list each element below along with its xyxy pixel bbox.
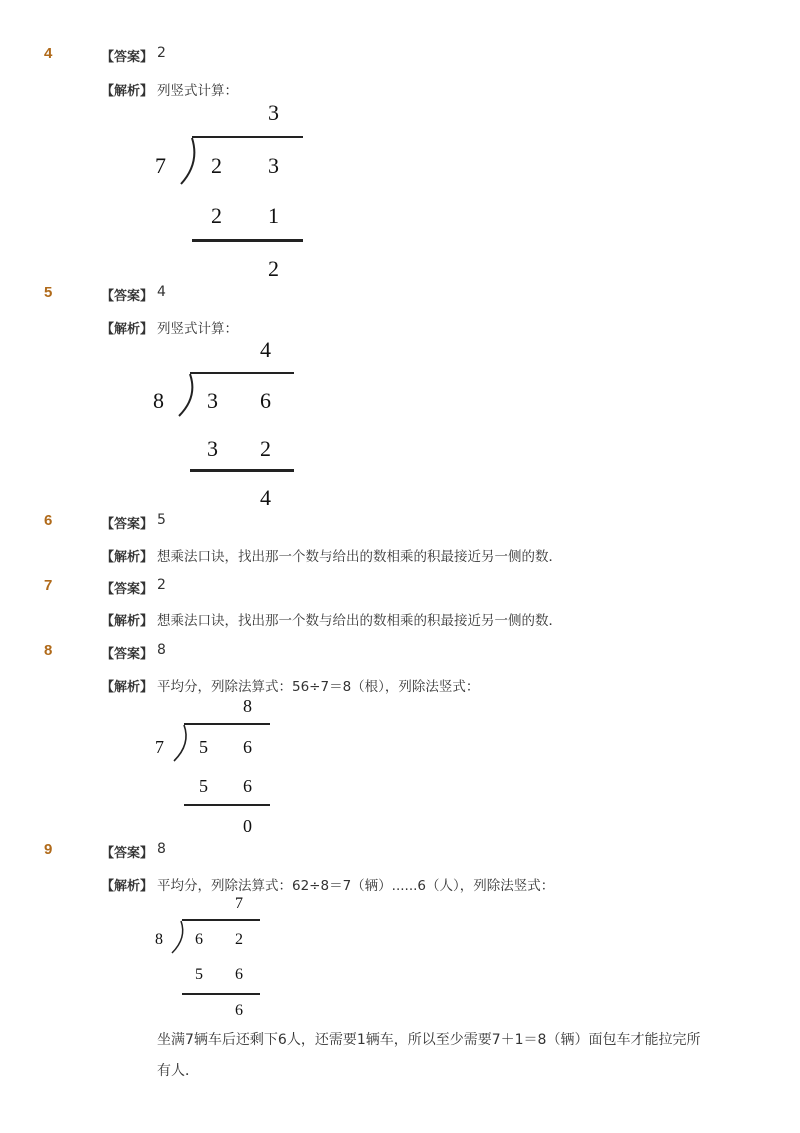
dividend-tens: 5 (199, 737, 208, 757)
product-tens: 3 (207, 436, 218, 461)
product-tens: 5 (195, 966, 203, 983)
answer-value: 2 (157, 45, 166, 61)
question-number: 5 (44, 284, 53, 301)
subtraction-line (182, 993, 260, 995)
product-tens: 5 (199, 776, 208, 796)
dividend-ones: 3 (268, 153, 279, 178)
product-tens: 2 (211, 203, 222, 228)
divisor: 8 (153, 388, 164, 413)
dividend-tens: 3 (207, 388, 218, 413)
vinculum (184, 723, 270, 725)
remainder: 2 (268, 256, 279, 281)
conclusion-text-line-1: 坐满7辆车后还剩下6人，还需要1辆车，所以至少需要7＋1＝8（辆）面包车才能拉完所 (157, 1032, 701, 1048)
answer-label: 【答案】 (101, 582, 154, 597)
division-bracket (178, 137, 200, 187)
analysis-text: 想乘法口诀，找出那一个数与给出的数相乘的积最接近另一侧的数． (157, 549, 562, 565)
analysis-text: 列竖式计算： (157, 321, 238, 337)
dividend-ones: 2 (235, 931, 243, 948)
quotient: 4 (260, 337, 271, 362)
vinculum (182, 919, 260, 921)
answer-value: 2 (157, 577, 166, 593)
answer-value: 4 (157, 284, 166, 300)
question-number: 6 (44, 512, 53, 529)
divisor: 7 (155, 737, 164, 757)
analysis-text: 平均分，列除法算式：62÷8＝7（辆）......6（人），列除法竖式： (157, 878, 555, 894)
product-ones: 6 (243, 776, 252, 796)
remainder: 6 (235, 1002, 243, 1019)
analysis-label: 【解析】 (101, 614, 154, 629)
vinculum (192, 136, 303, 138)
dividend-ones: 6 (260, 388, 271, 413)
answer-label: 【答案】 (101, 289, 154, 304)
division-bracket (172, 724, 192, 764)
answer-label: 【答案】 (101, 517, 154, 532)
analysis-text: 平均分，列除法算式：56÷7＝8（根），列除法竖式： (157, 679, 480, 695)
product-ones: 2 (260, 436, 271, 461)
product-ones: 6 (235, 966, 243, 983)
vinculum (190, 372, 294, 374)
analysis-label: 【解析】 (101, 879, 154, 894)
analysis-text: 想乘法口诀，找出那一个数与给出的数相乘的积最接近另一侧的数． (157, 613, 562, 629)
answer-value: 8 (157, 642, 166, 658)
quotient: 7 (235, 895, 243, 912)
question-number: 8 (44, 642, 53, 659)
answer-label: 【答案】 (101, 50, 154, 65)
remainder: 0 (243, 816, 252, 836)
question-number: 9 (44, 841, 53, 858)
subtraction-line (190, 469, 294, 472)
remainder: 4 (260, 485, 271, 510)
analysis-label: 【解析】 (101, 322, 154, 337)
dividend-tens: 2 (211, 153, 222, 178)
analysis-label: 【解析】 (101, 550, 154, 565)
answer-value: 5 (157, 512, 166, 528)
analysis-label: 【解析】 (101, 84, 154, 99)
subtraction-line (184, 804, 270, 806)
dividend-ones: 6 (243, 737, 252, 757)
dividend-tens: 6 (195, 931, 203, 948)
subtraction-line (192, 239, 303, 242)
conclusion-text-line-2: 有人． (157, 1063, 199, 1079)
question-number: 7 (44, 577, 53, 594)
answer-value: 8 (157, 841, 166, 857)
analysis-label: 【解析】 (101, 680, 154, 695)
question-number: 4 (44, 45, 53, 62)
answer-label: 【答案】 (101, 647, 154, 662)
answer-label: 【答案】 (101, 846, 154, 861)
product-ones: 1 (268, 203, 279, 228)
divisor: 8 (155, 931, 163, 948)
division-bracket (170, 920, 188, 956)
analysis-text: 列竖式计算： (157, 83, 238, 99)
divisor: 7 (155, 153, 166, 178)
division-bracket (176, 373, 198, 419)
quotient: 8 (243, 696, 252, 716)
quotient: 3 (268, 100, 279, 125)
